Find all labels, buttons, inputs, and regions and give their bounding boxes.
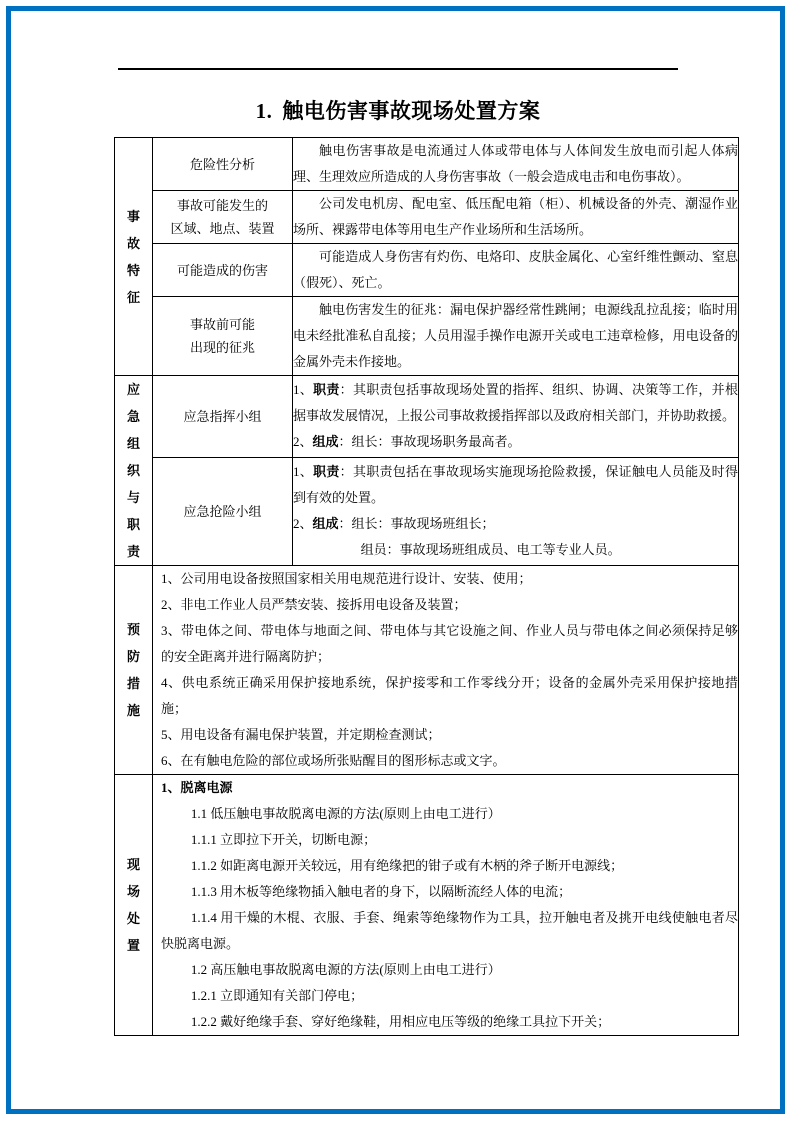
title-number: 1.: [255, 99, 273, 123]
section-content-prevention-measures: [153, 566, 739, 775]
paragraph: 1.2.2 戴好绝缘手套、穿好绝缘鞋，用相应电压等级的绝缘工具拉下开关；: [190, 1014, 611, 1029]
row-sublabel-rescue-team: 应急抢险小组: [153, 457, 293, 565]
table-row: [115, 376, 739, 458]
paragraph: 2、组成：组长：事故现场职务最高者。: [293, 434, 521, 450]
row-sublabel-command-team: 应急指挥小组: [153, 376, 293, 458]
title-text: 触电伤害事故现场处置方案: [282, 99, 541, 123]
paragraph: 1.1 低压触电事故脱离电源的方法(原则上由电工进行）: [190, 806, 501, 821]
paragraph: 1、职责：其职责包括事故现场处置的指挥、组织、协调、决策等工作，并根据事故发展情况，上报公司事故救援指挥部以及政府相关部门，并协助救援。: [293, 382, 738, 424]
paragraph: 组员：事故现场班组成员、电工等专业人员。: [360, 542, 621, 558]
section-label-prevention-measures: 预 防 措 施: [115, 566, 153, 775]
paragraph: 6、在有触电危险的部位或场所张贴醒目的图形标志或文字。: [161, 753, 506, 768]
table-row: [115, 244, 739, 297]
paragraph: 1.2.1 立即通知有关部门停电；: [190, 988, 364, 1003]
paragraph: 触电伤害发生的征兆：漏电保护器经常性跳闸；电源线乱拉乱接；临时用电未经批准私自乱接；人员用湿手操作电源开关或电工违章检修，用电设备的金属外壳未作接地。: [293, 302, 738, 369]
emergency-plan-table: [114, 137, 739, 1036]
row-sublabel-possible-injuries: 可能造成的伤害: [153, 244, 293, 297]
paragraph: 1.1.2 如距离电源开关较远，用有绝缘把的钳子或有木柄的斧子断开电源线；: [190, 858, 624, 873]
paragraph: 4、供电系统正确采用保护接地系统，保护接零和工作零线分开；设备的金属外壳采用保护接地措施；: [161, 675, 738, 716]
table-row: [115, 457, 739, 565]
plan-table-wrapper: [114, 137, 738, 1036]
paragraph: 1、职责：其职责包括在事故现场实施现场抢险救援，保证触电人员能及时得到有效的处置。: [293, 464, 738, 506]
section-label-onsite-disposal: 现 场 处 置: [115, 775, 153, 1036]
table-row: [115, 297, 739, 376]
row-content-rescue-team: [293, 457, 739, 565]
paragraph: 2、组成：组长：事故现场班组长；: [293, 516, 495, 532]
paragraph: 公司发电机房、配电室、低压配电箱（柜）、机械设备的外壳、潮湿作业场所、裸露带电体等用电生产作业场所和生活场所。: [293, 196, 738, 237]
paragraph: 1.1.4 用干燥的木棍、衣服、手套、绳索等绝缘物作为工具，拉开触电者及挑开电线使触电者尽快脱离电源。: [161, 910, 738, 951]
table-row: [115, 566, 739, 775]
page-title: [118, 96, 678, 126]
row-content-command-team: [293, 376, 739, 458]
paragraph: 5、用电设备有漏电保护装置，并定期检查测试；: [161, 727, 441, 742]
paragraph: 2、非电工作业人员严禁安装、接拆用电设备及装置；: [161, 597, 467, 612]
paragraph: 1.2 高压触电事故脱离电源的方法(原则上由电工进行）: [190, 962, 501, 977]
row-content-risk-analysis: [293, 138, 739, 191]
section-label-accident-features: 事 故 特 征: [115, 138, 153, 376]
paragraph: 可能造成人身伤害有灼伤、电烙印、皮肤金属化、心室纤维性颤动、窒息（假死）、死亡。: [293, 249, 738, 290]
table-row: [115, 775, 739, 1036]
paragraph: 触电伤害事故是电流通过人体或带电体与人体间发生放电而引起人体病理、生理效应所造成的人身伤害事故（一般会造成电击和电伤事故）。: [293, 143, 738, 184]
row-sublabel-accident-areas: 事故可能发生的 区域、地点、装置: [153, 191, 293, 244]
row-content-possible-injuries: [293, 244, 739, 297]
header-rule: [118, 68, 678, 70]
section-content-onsite-disposal: [153, 775, 739, 1036]
table-row: [115, 191, 739, 244]
paragraph: 1.1.1 立即拉下开关，切断电源；: [190, 832, 377, 847]
table-row: [115, 138, 739, 191]
paragraph: 1.1.3 用木板等绝缘物插入触电者的身下，以隔断流经人体的电流；: [190, 884, 572, 899]
row-sublabel-risk-analysis: 危险性分析: [153, 138, 293, 191]
row-sublabel-pre-accident-signs: 事故前可能 出现的征兆: [153, 297, 293, 376]
row-content-accident-areas: [293, 191, 739, 244]
row-content-pre-accident-signs: [293, 297, 739, 376]
section-label-emergency-organization: 应 急 组 织 与 职 责: [115, 376, 153, 566]
paragraph: 3、带电体之间、带电体与地面之间、带电体与其它设施之间、作业人员与带电体之间必须保持足够的安全距离并进行隔离防护；: [161, 623, 738, 664]
paragraph: 1、脱离电源: [161, 780, 233, 795]
paragraph: 1、公司用电设备按照国家相关用电规范进行设计、安装、使用；: [161, 571, 532, 586]
